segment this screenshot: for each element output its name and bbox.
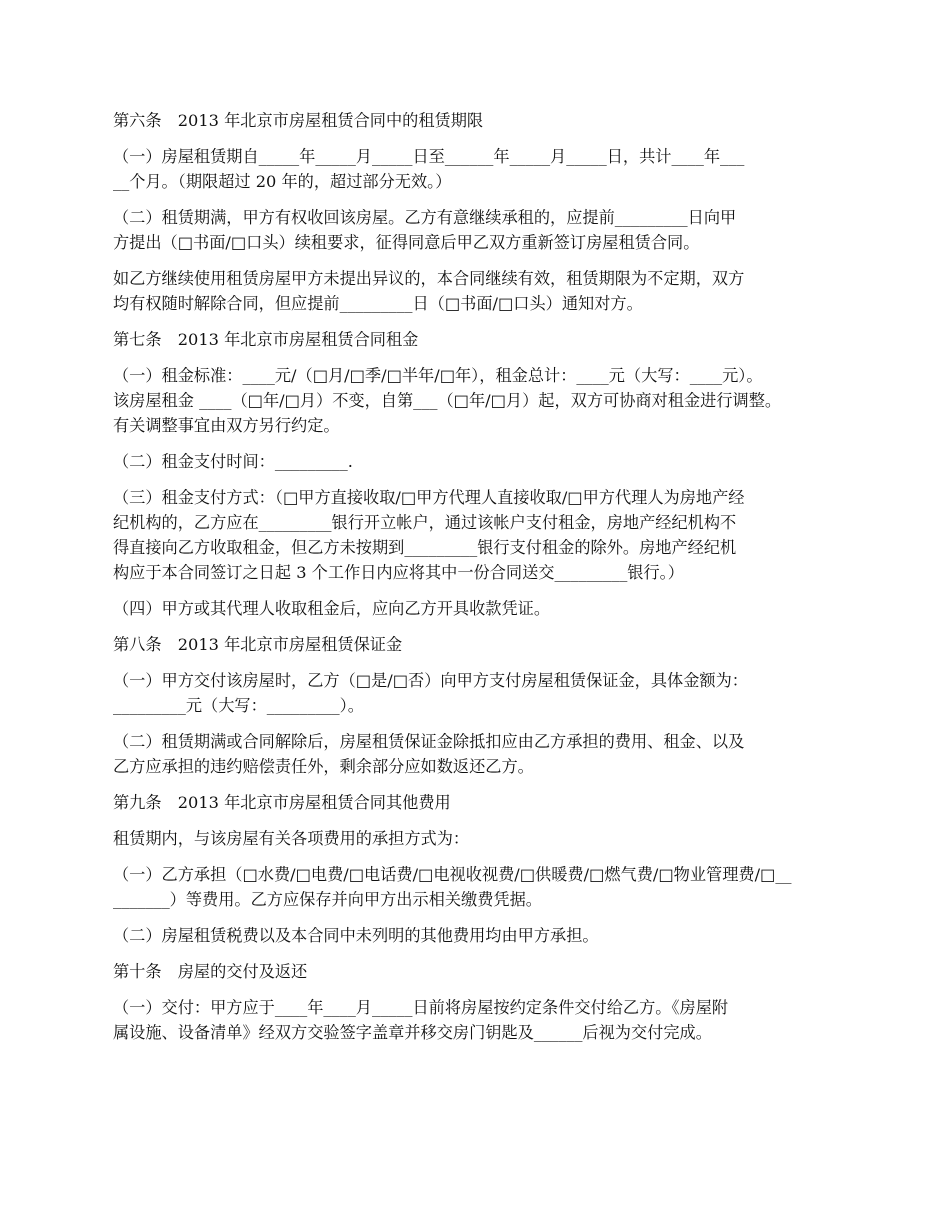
article-10-clause-1: （一）交付：甲方应于____年____月_____日前将房屋按约定条件交付给乙方。《房屋附 属设施、设备清单》经双方交验签字盖章并移交房门钥匙及______后视为交付完成。 <box>113 998 729 1042</box>
article-7-clause-1: （一）租金标准：____元/（□月/□季/□半年/□年），租金总计：____元（大写：____元）。 该房屋租金 ____（□年/□月）不变，自第___（□年/□月）起，双方可协商对租金进行调整。 有关调整事宜由双方另行约定。 <box>113 366 782 435</box>
article-8-clause-2: （二）租赁期满或合同解除后，房屋租赁保证金除抵扣应由乙方承担的费用、租金、以及 乙方应承担的违约赔偿责任外，剩余部分应如数返还乙方。 <box>113 732 745 776</box>
article-6-clause-3: 如乙方继续使用租赁房屋甲方未提出异议的，本合同继续有效，租赁期限为不定期，双方 均有权随时解除合同，但应提前_________日（□书面/□口头）通知对方。 <box>113 269 745 313</box>
article-6-clause-2: （二）租赁期满，甲方有权收回该房屋。乙方有意继续承租的，应提前_________日向甲 方提出（□书面/□口头）续租要求，征得同意后甲乙双方重新签订房屋租赁合同。 <box>113 208 737 252</box>
article-6-heading: 第六条 2013 年北京市房屋租赁合同中的租赁期限 <box>113 111 484 130</box>
article-6-clause-1: （一）房屋租赁期自_____年_____月_____日至______年_____月_____日，共计____年___ __个月。（期限超过 20 年的，超过部分无效。） <box>113 147 745 191</box>
article-8-clause-1: （一）甲方交付该房屋时，乙方（□是/□否）向甲方支付房屋租赁保证金，具体金额为： _________元（大写：_________）。 <box>113 671 748 715</box>
article-9-clause-1: （一）乙方承担（□水费/□电费/□电话费/□电视收视费/□供暖费/□燃气费/□物业管理费/□__ _______）等费用。乙方应保存并向甲方出示相关缴费凭据。 <box>113 865 792 909</box>
article-7-clause-2: （二）租金支付时间：_________. <box>113 452 353 471</box>
article-7-heading: 第七条 2013 年北京市房屋租赁合同租金 <box>113 330 419 349</box>
article-7-clause-3: （三）租金支付方式：（□甲方直接收取/□甲方代理人直接收取/□甲方代理人为房地产经 纪机构的，乙方应在_________银行开立帐户，通过该帐户支付租金，房地产经纪机构不 得直接向乙方收取租金，但乙方未按期到_________银行支付租金的除外。房地产经纪机 构应于本合同签订之日起 3 个工作日内应将其中一份合同送交_________银行。） <box>113 488 745 582</box>
article-9-intro: 租赁期内，与该房屋有关各项费用的承担方式为： <box>113 829 470 848</box>
article-7-clause-4: （四）甲方或其代理人收取租金后，应向乙方开具收款凭证。 <box>113 599 551 618</box>
article-9-clause-2: （二）房屋租赁税费以及本合同中未列明的其他费用均由甲方承担。 <box>113 926 599 945</box>
article-10-heading: 第十条 房屋的交付及返还 <box>113 962 308 981</box>
document-page <box>113 108 843 1056</box>
article-8-heading: 第八条 2013 年北京市房屋租赁保证金 <box>113 635 403 654</box>
article-9-heading: 第九条 2013 年北京市房屋租赁合同其他费用 <box>113 793 451 812</box>
